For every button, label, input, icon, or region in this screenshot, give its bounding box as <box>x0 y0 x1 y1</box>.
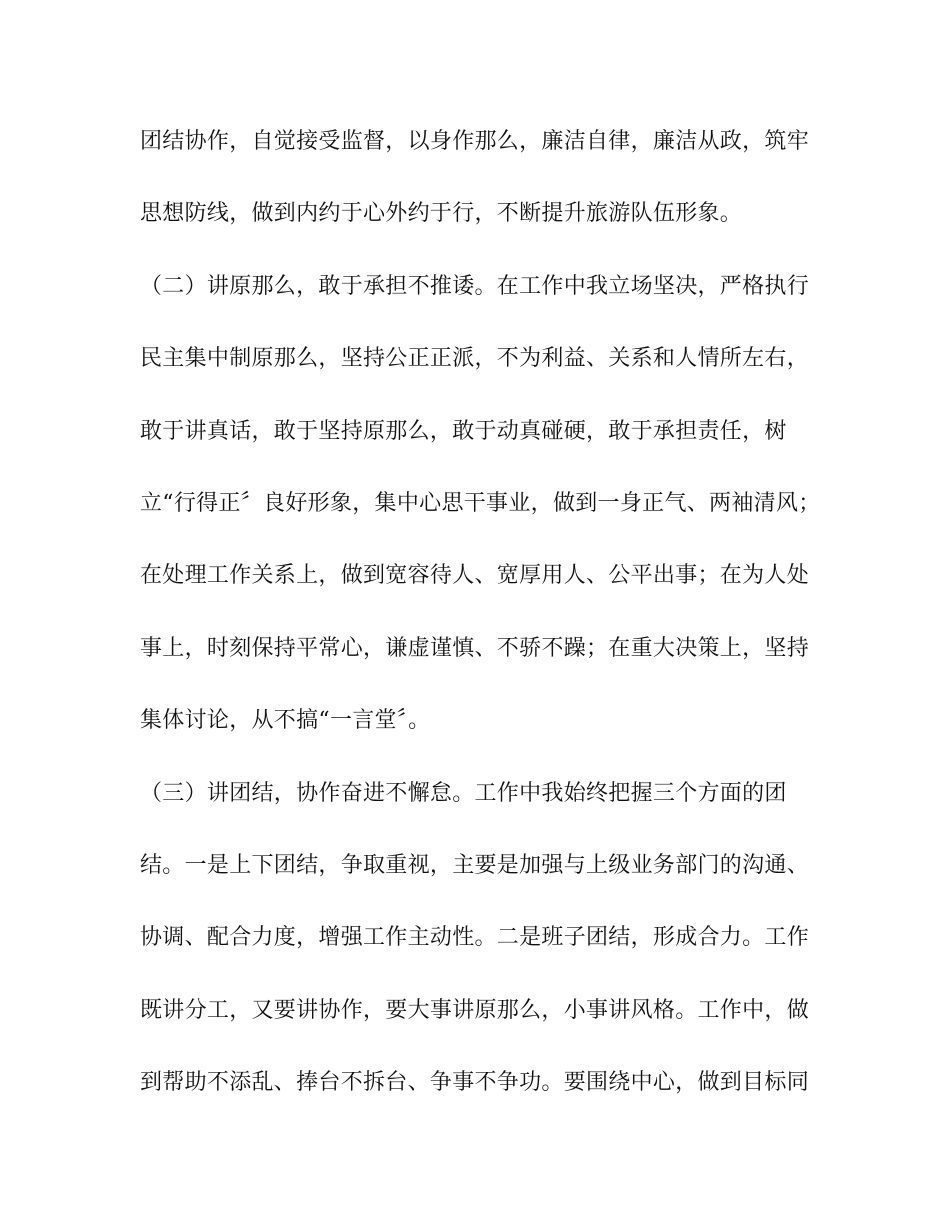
text-line: （三）讲团结，协作奋进不懈怠。工作中我始终把握三个方面的团 <box>140 780 787 806</box>
body-text <box>140 120 820 1133</box>
text-line: 立“行得正〞良好形象，集中心思干事业，做到一身正气、两袖清风； <box>140 490 821 516</box>
text-line: 集体讨论，从不搞“一言堂〞。 <box>140 708 431 734</box>
text-line: 结。一是上下团结，争取重视，主要是加强与上级业务部门的沟通、 <box>140 852 810 878</box>
text-line: 在处理工作关系上，做到宽容待人、宽厚用人、公平出事；在为人处 <box>140 563 810 589</box>
text-line: 协调、配合力度，增强工作主动性。二是班子团结，形成合力。工作 <box>140 925 810 951</box>
text-line: 事上，时刻保持平常心，谦虚谨慎、不骄不躁；在重大决策上，坚持 <box>140 635 810 661</box>
text-line: 到帮助不添乱、捧台不拆台、争事不争功。要围绕中心，做到目标同 <box>140 1070 810 1096</box>
text-line: 既讲分工，又要讲协作，要大事讲原那么，小事讲风格。工作中，做 <box>140 997 810 1023</box>
text-line: 思想防线，做到内约于心外约于行，不断提升旅游队伍形象。 <box>140 201 743 227</box>
text-line: 敢于讲真话，敢于坚持原那么，敢于动真碰硬，敢于承担责任，树 <box>140 418 787 444</box>
text-line: 民主集中制原那么，坚持公正正派，不为利益、关系和人情所左右， <box>140 346 810 372</box>
text-line: （二）讲原那么，敢于承担不推诿。在工作中我立场坚决，严格执行 <box>140 273 810 299</box>
text-line: 团结协作，自觉接受监督，以身作那么，廉洁自律，廉洁从政，筑牢 <box>140 129 810 154</box>
